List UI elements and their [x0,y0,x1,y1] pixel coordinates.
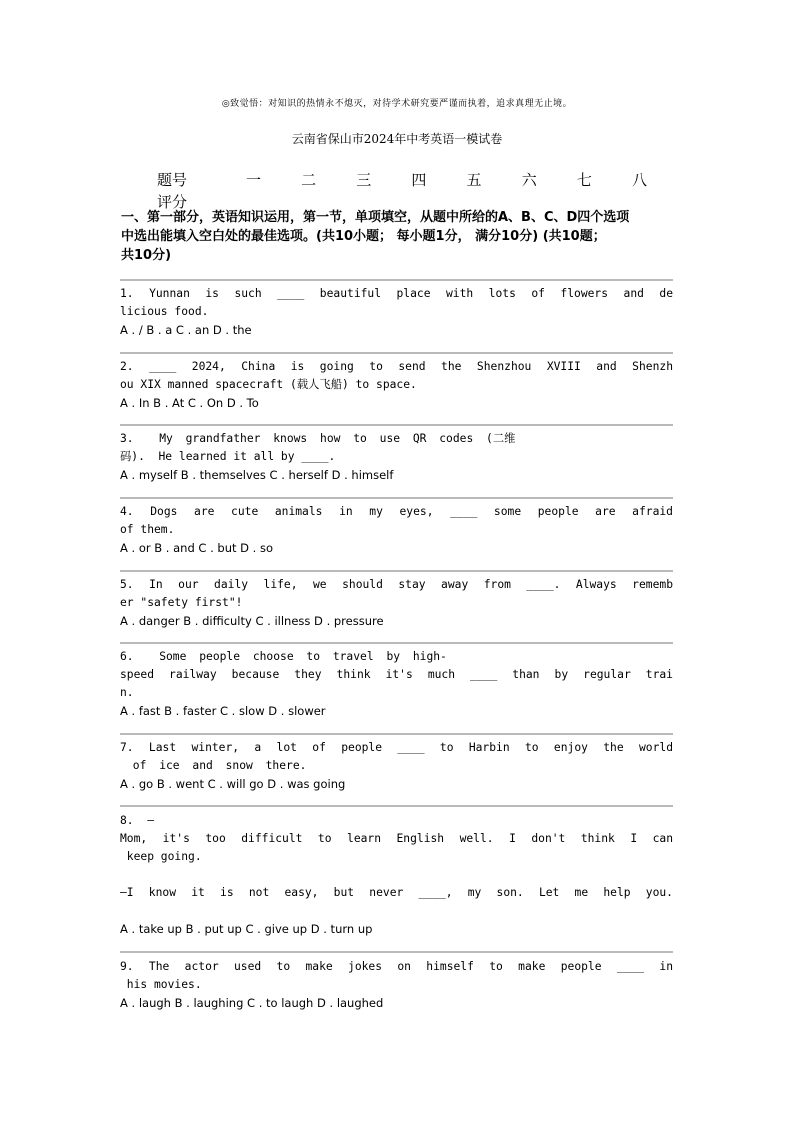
question-stem: licious food. [120,305,209,318]
question-stem: 8. — [120,814,155,827]
blank-line [120,866,673,884]
question-divider [120,642,673,644]
question-stem: speed railway because they think it's much ____ than by regular trai [120,668,673,681]
section-heading [121,208,681,265]
score-label: 评分 [157,192,188,211]
column-7: 七 [576,170,592,189]
question-stem: 3. My grandfather knows how to use QR codes (二维 [120,432,516,445]
answer-options: A . fast B . faster C . slow D . slower [120,704,326,718]
question-stem: 1. Yunnan is such ____ beautiful place with lots of flowers and de [120,287,673,300]
answer-options: A . or B . and C . but D . so [120,541,273,555]
question-7 [120,739,673,793]
question-stem: 5. In our daily life, we should stay away from ____. Always rememb [120,578,673,591]
exam-title: 云南省保山市2024年中考英语一模试卷 [291,132,503,146]
column-3: 三 [356,170,372,189]
question-stem: —I know it is not easy, but never ____, my son. Let me help you. [120,886,673,899]
question-5 [120,576,673,630]
question-stem: 7. Last winter, a lot of people ____ to Harbin to enjoy the world [120,741,673,754]
question-stem: 6. Some people choose to travel by high- [120,650,447,663]
question-stem: 2. ____ 2024, China is going to send the Shenzhou XVIII and Shenzh [120,360,673,373]
column-2: 二 [301,170,317,189]
question-divider [120,805,673,807]
question-divider [120,951,673,953]
section-heading-line: 共10分) [121,248,172,263]
blank-line [120,902,673,920]
question-divider [120,352,673,354]
column-6: 六 [521,170,537,189]
answer-options: A . myself B . themselves C . herself D . himself [120,468,394,482]
column-1: 一 [245,170,261,189]
answer-options: A . In B . At C . On D . To [120,396,259,410]
question-stem: n. [120,686,134,699]
column-5: 五 [466,170,482,189]
question-number-label: 题号 [157,170,188,189]
answer-options: A . take up B . put up C . give up D . turn up [120,922,373,936]
question-divider [120,497,673,499]
column-4: 四 [411,170,427,189]
question-stem: keep going. [120,850,202,863]
motto-line: ◎致觉悟：对知识的热情永不熄灭，对待学术研究要严谨而执着，追求真理无止境。 [221,99,573,109]
question-divider [120,279,673,281]
question-2 [120,358,673,412]
answer-options: A . / B . a C . an D . the [120,323,252,337]
answer-options: A . go B . went C . will go D . was going [120,777,346,791]
question-6 [120,648,673,720]
question-stem: his movies. [120,978,202,991]
question-stem: of them. [120,523,175,536]
question-stem: of ice and snow there. [120,759,307,772]
question-8 [120,812,673,938]
section-heading-line: 一、第一部分，英语知识运用，第一节，单项填空，从题中所给的A、B、C、D四个选项 [121,210,630,225]
question-divider [120,424,673,426]
question-stem: 9. The actor used to make jokes on himself to make people ____ in [120,960,673,973]
answer-options: A . danger B . difficulty C . illness D . pressure [120,614,384,628]
question-stem: 码). He learned it all by ____. [120,450,336,463]
question-divider [120,570,673,572]
question-stem: ou XIX manned spacecraft (载人飞船) to space. [120,378,417,391]
question-9 [120,958,673,1012]
column-8: 八 [631,170,647,189]
question-stem: 4. Dogs are cute animals in my eyes, ____ some people are afraid [120,505,673,518]
score-table [157,168,667,212]
score-table-header-row [157,168,667,190]
section-heading-line: 中选出能填入空白处的最佳选项。(共10小题； 每小题1分， 满分10分) (共10题； [121,229,606,244]
question-divider [120,733,673,735]
question-4 [120,503,673,557]
question-3 [120,430,673,484]
answer-options: A . laugh B . laughing C . to laugh D . laughed [120,996,384,1010]
question-stem: Mom, it's too difficult to learn English well. I don't think I can [120,832,673,845]
question-stem: er "safety first"! [120,596,243,609]
question-1 [120,285,673,339]
